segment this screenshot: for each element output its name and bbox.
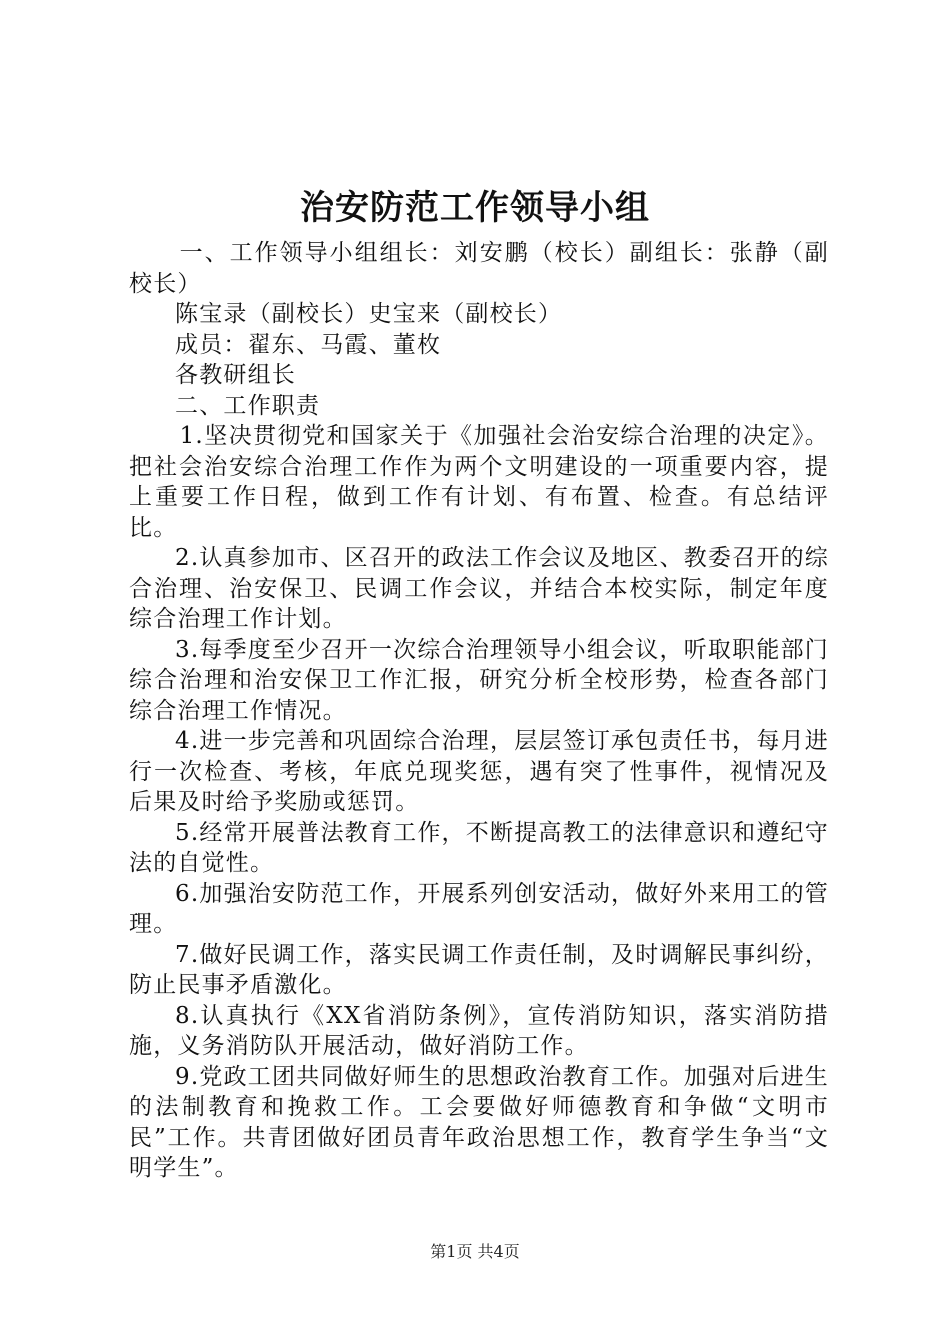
paragraph-leaders: 一、工作领导小组组长：刘安鹏（校长）副组长：张静（副校长） — [129, 240, 829, 297]
duty-item-1: 1.坚决贯彻党和国家关于《加强社会治安综合治理的决定》。把社会治安综合治理工作作为两个文明建设的一项重要内容，提上重要工作日程，做到工作有计划、有布置、检查。有总结评比。 — [129, 423, 829, 541]
duty-item-2: 2.认真参加市、区召开的政法工作会议及地区、教委召开的综合治理、治安保卫、民调工作会议，并结合本校实际，制定年度综合治理工作计划。 — [129, 545, 829, 632]
duty-item-8: 8.认真执行《XX省消防条例》，宣传消防知识，落实消防措施，义务消防队开展活动，做好消防工作。 — [129, 1002, 829, 1059]
paragraph-vice-leaders: 陈宝录（副校长）史宝来（副校长） — [175, 301, 563, 327]
duty-item-5: 5.经常开展普法教育工作，不断提高教工的法律意识和遵纪守法的自觉性。 — [129, 819, 829, 876]
duty-item-9: 9.党政工团共同做好师生的思想政治教育工作。加强对后进生的法制教育和挽救工作。工会要做好师德教育和争做“文明市民”工作。共青团做好团员青年政治思想工作，教育学生争当“文明学生”。 — [129, 1063, 829, 1181]
duty-item-7: 7.做好民调工作，落实民调工作责任制，及时调解民事纠纷，防止民事矛盾激化。 — [129, 941, 829, 998]
paragraph-members: 成员：翟东、马霞、董枚 — [175, 331, 442, 358]
page-title: 治安防范工作领导小组 — [300, 188, 650, 228]
duty-item-4: 4.进一步完善和巩固综合治理，层层签订承包责任书，每月进行一次检查、考核，年底兑现奖惩，遇有突了性事件，视情况及后果及时给予奖励或惩罚。 — [129, 728, 829, 815]
section-heading-duties: 二、工作职责 — [175, 392, 321, 419]
paragraph-group-heads: 各教研组长 — [175, 362, 296, 388]
duty-item-6: 6.加强治安防范工作，开展系列创安活动，做好外来用工的管理。 — [129, 880, 829, 937]
document-body — [129, 238, 829, 1184]
duty-item-3: 3.每季度至少召开一次综合治理领导小组会议，听取职能部门综合治理和治安保卫工作汇报，研究分析全校形势，检查各部门综合治理工作情况。 — [129, 636, 829, 724]
page-number-footer: 第1页 共4页 — [430, 1242, 520, 1261]
